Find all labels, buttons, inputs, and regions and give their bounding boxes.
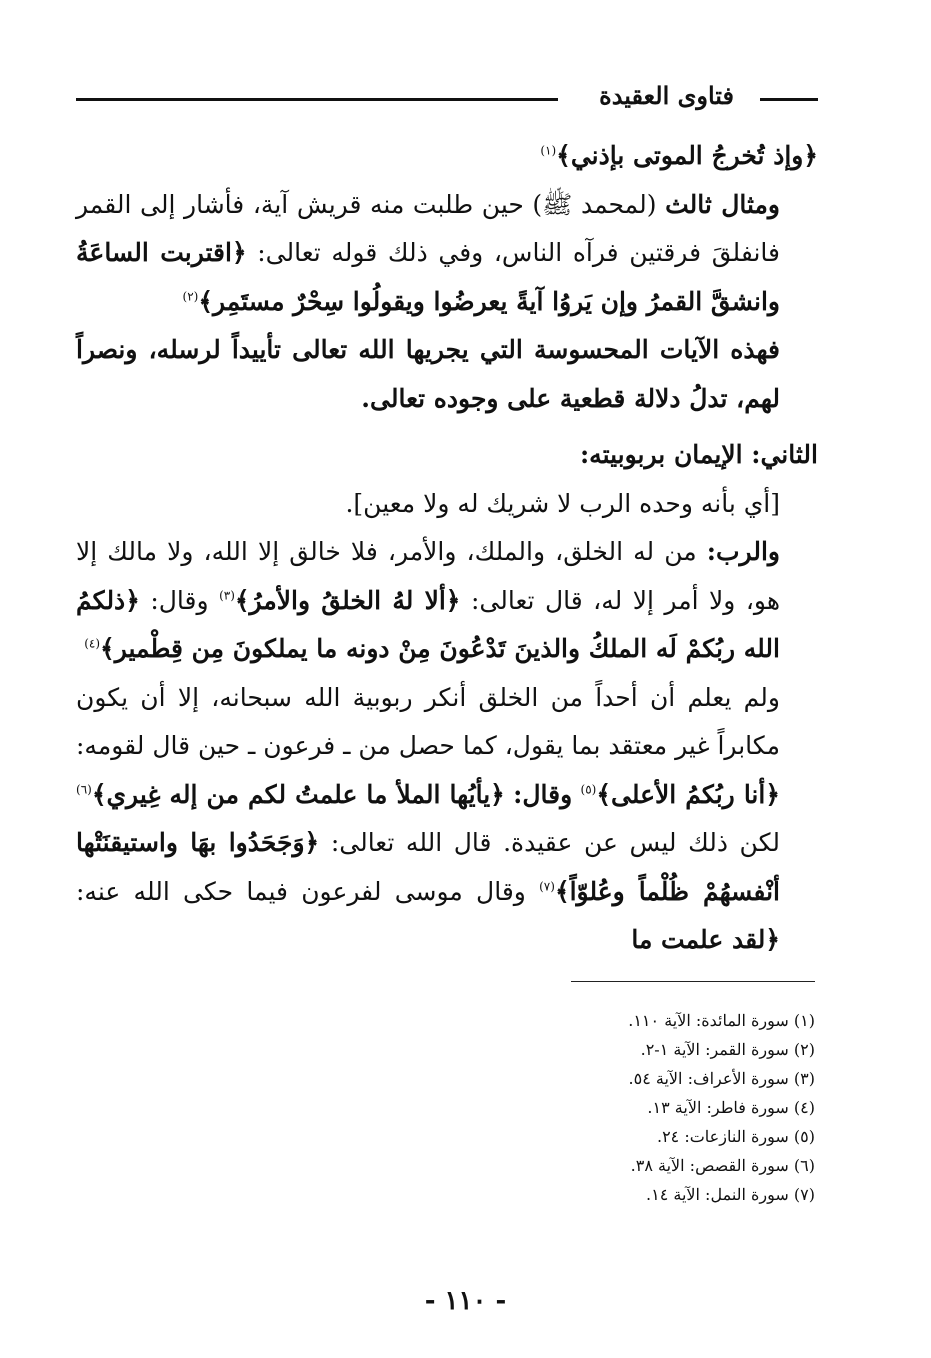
quran-quote: ﴿اقتربت الساعَةُ وانشقَّ القمرُ وإن يَروُا آيةً يعرضُوا ويقولُوا سِحْرٌ مستَمِر﴾ — [76, 238, 780, 316]
footnote-ref: (٥) — [580, 782, 597, 797]
footnote-ref: (٧) — [539, 879, 555, 894]
page-number: - ١١٠ - — [424, 1286, 507, 1316]
section-heading: الثاني: الإيمان بربوبيته: — [579, 440, 818, 469]
paragraph-definition: [أي بأنه وحده الرب لا شريك له ولا معين]. — [345, 488, 780, 518]
paragraph-lead: والرب: — [706, 537, 780, 566]
footnote-ref: (٦) — [76, 782, 92, 797]
footnote-ref: (٣) — [219, 588, 235, 603]
quran-quote: ﴿ألا لهُ الخلقُ والأمرُ﴾ — [234, 585, 461, 615]
paragraph-5 — [76, 674, 818, 965]
paragraph-text: لكن ذلك ليس عن عقيدة. قال الله تعالى: — [330, 828, 781, 857]
footnote-item: (٤) سورة فاطر: الآية ١٣. — [647, 1098, 815, 1117]
paragraph-1 — [76, 132, 818, 181]
paragraph-text: ولم يعلم أن أحداً من الخلق أنكر ربوبية الله سبحانه، إلا أن يكون مكابراً غير معتقد بما يقول، كما حصل من ـ فرعون ـ حين قال لقومه: — [76, 682, 780, 760]
quran-quote: ﴿وإذ تُخرجُ الموتى بإذني﴾ — [556, 141, 818, 170]
footnotes-list — [415, 1006, 815, 1209]
footnote-item: (٧) سورة النمل: الآية ١٤. — [646, 1185, 815, 1204]
paragraph-4 — [76, 528, 818, 674]
footnote-ref: (٢) — [182, 289, 199, 304]
paragraph-text: (لمحمد ﷺ) حين طلبت منه قريش آية، فأشار إلى القمر فانفلقَ فرقتين فرآه الناس، وفي ذلك قوله تعالى: — [76, 189, 780, 267]
paragraph-2 — [76, 181, 818, 327]
quran-quote: ﴿يأيُها الملأ ما علمتُ لكم من إله غِيري﴾ — [91, 779, 505, 809]
footnote-item: (٢) سورة القمر: الآية ١-٢. — [640, 1040, 815, 1059]
footnote-divider — [571, 981, 815, 982]
quran-quote: ﴿وَجَحَدُوا بهَا واستيقنَتْها أنْفسهُمْ ظُلْماً وعُلوّاً﴾ — [76, 828, 780, 906]
paragraph-text: وقال موسى لفرعون فيما حكى الله عنه: — [76, 876, 526, 906]
footnote-item: (٦) سورة القصص: الآية ٣٨. — [630, 1156, 815, 1175]
main-text — [76, 132, 818, 965]
quran-quote: ﴿أنا ربُكمُ الأعلى﴾ — [596, 779, 780, 809]
header-rule-long — [76, 98, 558, 101]
footnote-ref: (١) — [540, 143, 557, 158]
footnote-item: (١) سورة المائدة: الآية ١١٠. — [628, 1011, 815, 1030]
paragraph-3: فهذه الآيات المحسوسة التي يجريها الله تعالى تأييداً لرسله، ونصراً لهم، تدلُ دلالة قطعية على وجوده تعالى. — [76, 335, 781, 413]
paragraph-text: من له الخلق، والملك، والأمر، فلا خالق إلا الله، ولا مالك إلا هو، ولا أمر إلا له، قال تعالى: — [76, 537, 781, 615]
header-title: فتاوى العقيدة — [599, 81, 734, 110]
footnote-item: (٥) سورة النازعات: ٢٤. — [656, 1127, 815, 1146]
footnote-item: (٣) سورة الأعراف: الآية ٥٤. — [628, 1069, 815, 1088]
header-rule-short — [760, 98, 818, 101]
quran-quote: ﴿ذلكمُ الله ربُكمْ لَه الملكُ والذينَ تَدْعُونَ مِنْ دونه ما يملكونَ مِن قِطْمير﴾ — [76, 585, 780, 663]
running-header — [76, 81, 818, 118]
quran-quote: ﴿لقد علمت ما — [631, 925, 780, 954]
footnote-ref: (٤) — [84, 636, 101, 651]
paragraph-text: وقال: — [513, 779, 573, 809]
paragraph-lead: ومثال ثالث — [665, 189, 781, 219]
paragraph-text: وقال: — [150, 585, 209, 615]
